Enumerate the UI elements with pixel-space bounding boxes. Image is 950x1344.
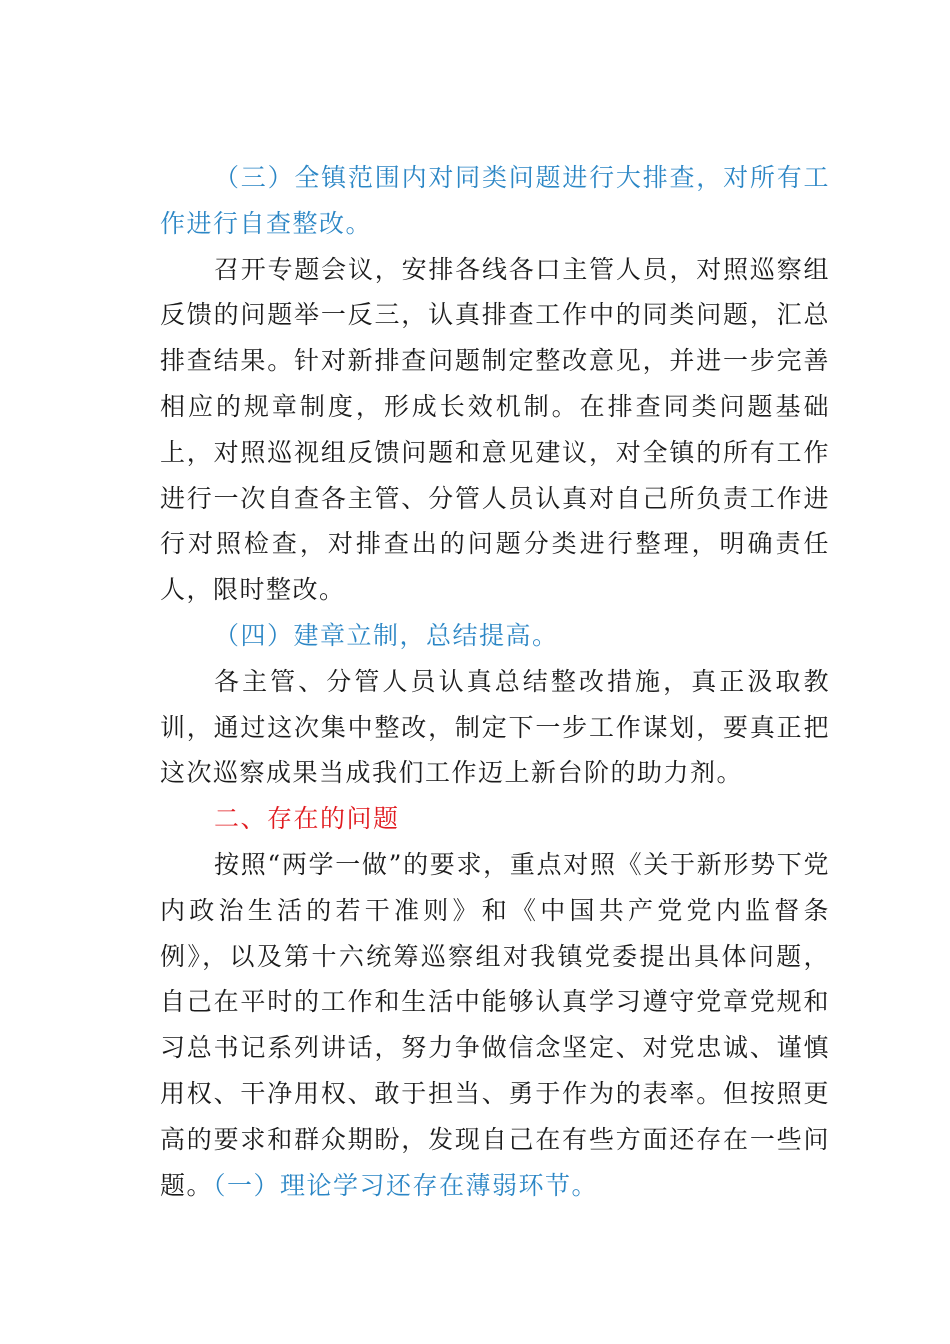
section-3-heading: （三）全镇范围内对同类问题进行大排查，对所有工作进行自查整改。 <box>160 163 830 238</box>
part-2-heading: 二、存在的问题 <box>214 804 400 834</box>
section-3-body: 召开专题会议，安排各线各口主管人员，对照巡察组反馈的问题举一反三，认真排查工作中的同类问题，汇总排查结果。针对新排查问题制定整改意见，并进一步完善相应的规章制度，形成长效机制。在排查同类问题基础上，对照巡视组反馈问题和意见建议，对全镇的所有工作进行一次自查各主管、分管人员认真对自己所负责工作进行对照检查，对排查出的问题分类进行整理，明确责任人，限时整改。 <box>160 254 830 605</box>
part-2-sub-1-heading: （一）理论学习还存在薄弱环节。 <box>213 1170 599 1200</box>
document-page <box>160 155 830 1208</box>
part-2-body <box>160 842 830 1208</box>
section-4-body: 各主管、分管人员认真总结整改措施，真正汲取教训，通过这次集中整改，制定下一步工作谋划，要真正把这次巡察成果当成我们工作迈上新台阶的助力剂。 <box>160 666 830 788</box>
part-2-body-text: 按照“两学一做”的要求，重点对照《关于新形势下党内政治生活的若干准则》和《中国共产党党内监督条例》，以及第十六统筹巡察组对我镇党委提出具体问题，自己在平时的工作和生活中能够认真学习遵守党章党规和习总书记系列讲话，努力争做信念坚定、对党忠诚、谨慎用权、干净用权、敢于担当、勇于作为的表率。但按照更高的要求和群众期盼，发现自己在有些方面还存在一些问题。 <box>160 849 830 1200</box>
section-4-heading: （四）建章立制，总结提高。 <box>214 620 559 650</box>
